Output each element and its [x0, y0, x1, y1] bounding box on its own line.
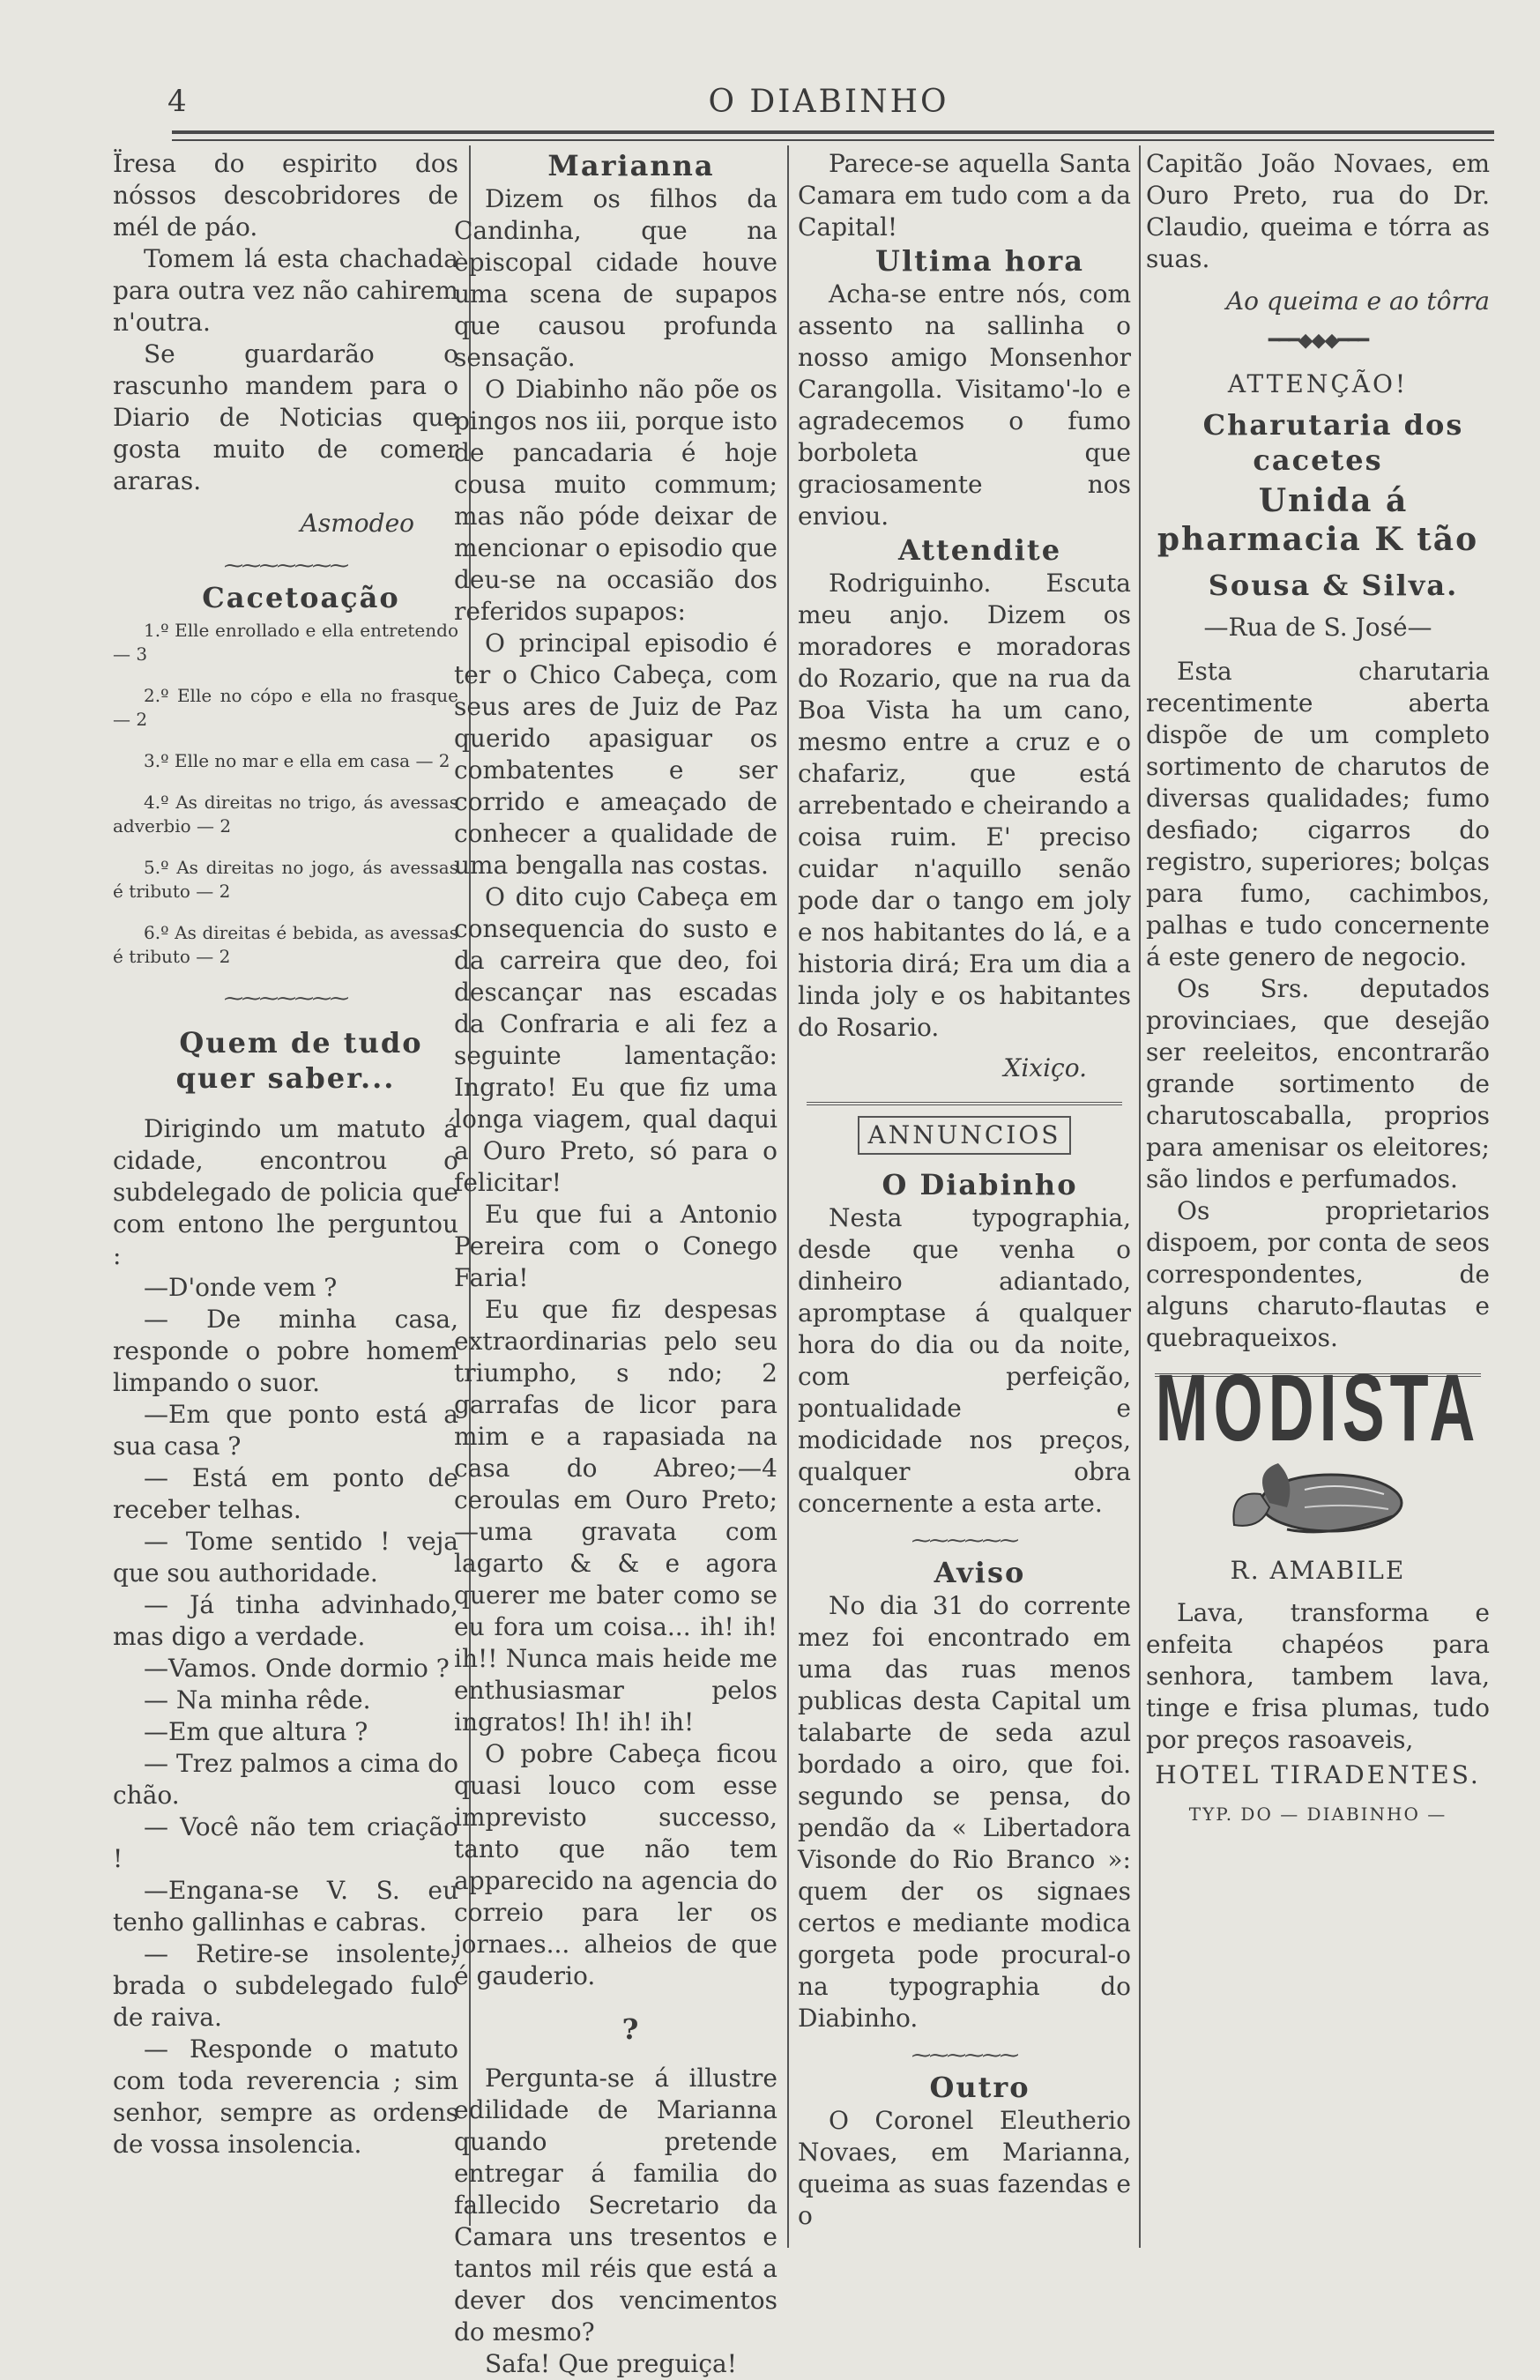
section-title-attendite: Attendite — [897, 533, 1062, 567]
section-title-question: ? — [621, 2012, 641, 2046]
tagline: Ao queima e ao tôrra — [1225, 286, 1490, 316]
section-title-diabinho: O Diabinho — [882, 1168, 1078, 1201]
article-paragraph: Rodriguinho. Escuta meu anjo. Dizem os moradores e moradoras do Rozario, que na rua da Boa Vista ha um cano, mesmo entre a cruz e o chafariz, que está arrebentado e cheirando a coisa ruim. E' preciso cuidar n'aquillo senão pode dar o tango em joly e nos habitantes do lá, e a historia dirá; Era um dia a linda joly e os habitantes do Rosario. — [798, 569, 1131, 1042]
section-title-ultima-hora: Ultima hora — [875, 244, 1084, 278]
ad-paragraph: Nesta typographia, desde que venha o dinheiro adiantado, apromptase á qualquer hora do dia ou da noite, com perfeição, pontualidade e modicidade nos preços, qualquer obra concernente a esta arte. — [798, 1203, 1131, 1518]
divider-ornament: ⁓⁓⁓⁓⁓⁓ — [911, 2045, 1017, 2067]
intro-paragraph: Capitão João Novaes, em Ouro Preto, rua do Dr. Claudio, queima e tórra as suas. — [1146, 149, 1490, 273]
story-paragraph: —Em que altura ? — [144, 1717, 368, 1746]
hotel-name: HOTEL TIRADENTES. — [1155, 1760, 1481, 1789]
story-paragraph: — Na minha rêde. — [144, 1685, 371, 1714]
charutaria-street: —Rua de S. José— — [1203, 613, 1432, 642]
divider-ornament: ⁓⁓⁓⁓⁓⁓ — [911, 1530, 1017, 1552]
column-4 — [1146, 148, 1490, 1830]
riddle-item: 2.º Elle no cópo e ella no frasque — 2 — [113, 685, 458, 730]
article-paragraph: Safa! Que preguiça! — [485, 2349, 737, 2378]
section-title-aviso: Aviso — [934, 1556, 1026, 1589]
story-paragraph: — Você não tem criação ! — [113, 1812, 458, 1873]
article-paragraph: O pobre Cabeça ficou quasi louco com esse imprevisto successo, tanto que não tem apparecido na agencia do correio para ler os jornaes... alheios de que é gauderio. — [454, 1739, 777, 1990]
charutaria-subtitle: Unida á pharmacia K tão — [1157, 482, 1479, 558]
page-number: 4 — [167, 84, 187, 119]
intro-paragraph: Tomem lá esta chachada para outra vez não cahirem n'outra. — [113, 244, 458, 337]
story-paragraph: — De minha casa, responde o pobre homem limpando o suor. — [113, 1305, 458, 1397]
riddle-item: 4.º As direitas no trigo, ás avessas adverbio — 2 — [113, 792, 458, 837]
article-paragraph: O Diabinho não põe os pingos nos iii, porque isto de pancadaria é hoje cousa muito commum; mas não póde deixar de mencionar o episodio que deu-se na occasião dos referidos supapos: — [454, 375, 777, 626]
column-1 — [113, 148, 458, 2161]
intro-paragraph: Parece-se aquella Santa Camara em tudo com a da Capital! — [798, 149, 1131, 242]
riddle-item: 3.º Elle no mar e ella em casa — 2 — [144, 750, 450, 771]
story-paragraph: — Retire-se insolente, brada o subdelegado fulo de raiva. — [113, 1939, 458, 2032]
story-paragraph: —Vamos. Onde dormio ? — [144, 1654, 450, 1683]
article-paragraph: Dizem os filhos da Candinha, que na èpiscopal cidade houve uma scena de supapos que causou profunda sensação. — [454, 184, 777, 372]
story-paragraph: — Já tinha advinhado, mas digo a verdade. — [113, 1590, 458, 1651]
charutaria-owners: Sousa & Silva. — [1208, 569, 1459, 602]
riddle-item: 1.º Elle enrollado e ella entretendo — 3 — [113, 620, 458, 665]
signature: Asmodeo — [300, 509, 414, 538]
section-title-outro: Outro — [929, 2071, 1030, 2104]
riddle-item: 5.º As direitas no jogo, ás avessas é tributo — 2 — [113, 857, 458, 902]
header-rule — [172, 130, 1494, 141]
divider-ornament: ⁓⁓⁓⁓⁓⁓⁓ — [224, 988, 347, 1010]
column-divider — [787, 145, 789, 2248]
attencao-heading: ATTENÇÃO! — [1227, 369, 1409, 398]
modista-name: R. AMABILE — [1230, 1556, 1406, 1585]
intro-paragraph: Ïresa do espirito dos nóssos descobridores de mél de páo. — [113, 149, 458, 242]
ad-paragraph: Os proprietarios dispoem, por conta de seos correspondentes, de alguns charuto-flautas e quebraqueixos. — [1146, 1196, 1490, 1352]
article-paragraph: Eu que fui a Antonio Pereira com o Conego Faria! — [454, 1200, 777, 1292]
masthead: O DIABINHO — [708, 84, 949, 120]
column-divider — [1139, 145, 1141, 2248]
story-paragraph: —Engana-se V. S. eu tenho gallinhas e cabras. — [113, 1876, 458, 1937]
story-paragraph: — Trez palmos a cima do chão. — [113, 1749, 458, 1810]
modista-title: MODISTA — [1155, 1356, 1481, 1461]
article-paragraph: Acha-se entre nós, com assento na sallinha o nosso amigo Monsenhor Carangolla. Visitamo'-lo e agradecemos o fumo borboleta que graciosamente nos enviou. — [798, 279, 1131, 531]
ad-paragraph: O Coronel Eleutherio Novaes, em Marianna, queima as suas fazendas e o — [798, 2106, 1131, 2230]
riddle-item: 6.º As direitas é bebida, as avessas é tributo — 2 — [113, 922, 458, 967]
article-paragraph: Eu que fiz despesas extraordinarias pelo seu triumpho, s ndo; 2 garrafas de licor para mim e a rapasiada na casa do Abreo;—4 ceroulas em Ouro Preto;—uma gravata com lagarto & & e agora querer me bater como se eu fora um coisa... ih! ih! ih!! Nunca mais heide me enthusiasmar pelos ingratos! Ih! ih! ih! — [454, 1295, 777, 1737]
ad-paragraph: Os Srs. deputados provinciaes, que desejão ser reeleitos, encontrarão grande sortimento de charutoscaballa, proprios para amenisar os eleitores; são lindos e perfumados. — [1146, 974, 1490, 1194]
section-title-quem: Quem de tudo quer saber... — [175, 1026, 423, 1095]
story-paragraph: — Está em ponto de receber telhas. — [113, 1463, 458, 1524]
section-title-marianna: Marianna — [547, 149, 715, 182]
ad-paragraph: Esta charutaria recentimente aberta dispõe de um completo sortimento de charutos de diversas qualidades; fumo desfiado; cigarros do registro, superiores; bolças para fumo, cachimbos, palhas e tudo concernente á este genero de negocio. — [1146, 657, 1490, 971]
charutaria-title: Charutaria dos cacetes — [1202, 408, 1464, 477]
story-paragraph: — Tome sentido ! veja que sou authoridade. — [113, 1527, 458, 1588]
signature: Xixiço. — [1003, 1053, 1087, 1082]
article-paragraph: O principal episodio é ter o Chico Cabeça, com seus ares de Juiz de Paz querido apasiguar os combatentes e ser corrido e ameaçado de conhecer a qualidade de uma bengalla nas costas. — [454, 628, 777, 880]
story-paragraph: —D'onde vem ? — [144, 1273, 338, 1302]
ad-paragraph: No dia 31 do corrente mez foi encontrado em uma das ruas menos publicas desta Capital um talabarte de seda azul bordado a oiro, que foi. segundo se pensa, do pendão da « Libertadora Visonde do Rio Branco »: quem der os signaes certos e mediante modica gorgeta pode procural-o na typographia do Diabinho. — [798, 1591, 1131, 2033]
article-paragraph: Pergunta-se á illustre edilidade de Marianna quando pretende entregar á familia do fallecido Secretario da Camara uns tresentos e tantos mil réis que está a dever dos vencimentos do mesmo? — [454, 2064, 777, 2347]
typography-credit: TYP. DO — DIABINHO — — [1188, 1804, 1447, 1825]
intro-paragraph: Se guardarão o rascunho mandem para o Diario de Noticias que gosta muito de comer araras. — [113, 339, 458, 495]
section-title-cacetoacao: Cacetoação — [202, 581, 400, 614]
story-paragraph: Dirigindo um matuto á cidade, encontrou o subdelegado de policia que com entono lhe perguntou : — [113, 1114, 458, 1270]
annuncios-header: ANNUNCIOS — [798, 1116, 1131, 1155]
story-paragraph: —Em que ponto está a sua casa ? — [113, 1400, 458, 1461]
divider-ornament: ━━━◆◆◆━━━ — [1268, 330, 1368, 352]
ad-paragraph: Lava, transforma e enfeita chapéos para senhora, tambem lava, tinge e frisa plumas, tudo por preços rasoaveis, — [1146, 1598, 1490, 1754]
column-2 — [454, 148, 777, 2380]
page-header — [159, 84, 1499, 128]
section-rule — [807, 1102, 1122, 1105]
divider-ornament: ⁓⁓⁓⁓⁓⁓⁓ — [224, 555, 347, 577]
column-3 — [798, 148, 1131, 2232]
story-paragraph: — Responde o matuto com toda reverencia ; sim senhor, sempre as ordens de vossa insolencia. — [113, 2034, 458, 2159]
article-paragraph: O dito cujo Cabeça em consequencia do susto e da carreira que deo, foi descançar nas escadas da Confraria e ali fez a seguinte lamentação: Ingrato! Eu que fiz uma longa viagem, qual daqui a Ouro Preto, só para o felicitar! — [454, 882, 777, 1197]
